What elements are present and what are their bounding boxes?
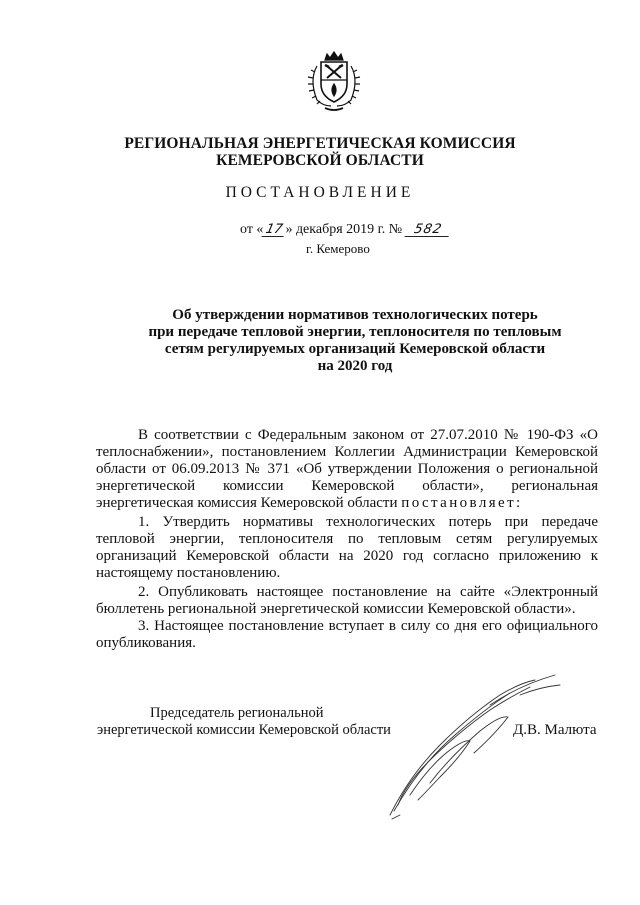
subject-line3: сетям регулируемых организаций Кемеровской области — [164, 341, 546, 357]
handwritten-signature-icon — [370, 665, 570, 825]
item-3-text: 3. Настоящее постановление вступает в силу со дня его официального опубликования. — [96, 618, 598, 651]
resolves-word: постановляет — [401, 495, 517, 511]
date-prefix: от « — [240, 222, 264, 237]
preamble-paragraph — [96, 427, 598, 512]
date-day: 17 — [262, 223, 287, 237]
document-number: 582 — [404, 223, 451, 237]
resolves-colon: : — [516, 495, 521, 511]
date-middle: » декабря 2019 г. № — [285, 222, 403, 237]
signatory-title-line1: Председатель региональной — [150, 705, 324, 721]
signatory-title-line2: энергетической комиссии Кемеровской области — [97, 722, 391, 738]
subject-line2: при передаче тепловой энергии, теплоносителя по тепловым — [148, 324, 562, 340]
organization-name-line1: РЕГИОНАЛЬНАЯ ЭНЕРГЕТИЧЕСКАЯ КОМИССИЯ — [124, 135, 516, 152]
subject-line1: Об утверждении нормативов технологических потерь — [172, 307, 538, 323]
date-line — [240, 222, 450, 238]
item-2-text: 2. Опубликовать настоящее постановление на сайте «Электронный бюллетень региональной энергетической комиссии Кемеровской области». — [96, 584, 598, 617]
item-1-paragraph — [96, 514, 598, 582]
item-3-paragraph — [96, 618, 598, 652]
item-2-paragraph — [96, 584, 598, 618]
preamble-text: В соответствии с Федеральным законом от 27.07.2010 № 190-ФЗ «О теплоснабжении», постановлением Коллегии Администрации Кемеровской области от 06.09.2013 № 371 «Об утверждении Положения о региональной энергетической комиссии Кемеровской области», региональная энергетическая комиссия Кемеровской области — [96, 427, 598, 511]
signatory-name: Д.В. Малюта — [513, 722, 597, 738]
item-1-text: 1. Утвердить нормативы технологических потерь при передаче тепловой энергии, теплоносителя по тепловым сетям регулируемых организаций Кемеровской области на 2020 год согласно приложению к настоящему постановлению. — [96, 514, 598, 581]
subject-line4: на 2020 год — [317, 358, 393, 374]
city: г. Кемерово — [306, 241, 370, 256]
coat-of-arms-icon — [299, 50, 369, 114]
organization-name-line2: КЕМЕРОВСКОЙ ОБЛАСТИ — [216, 152, 424, 169]
document-type: ПОСТАНОВЛЕНИЕ — [225, 184, 415, 201]
